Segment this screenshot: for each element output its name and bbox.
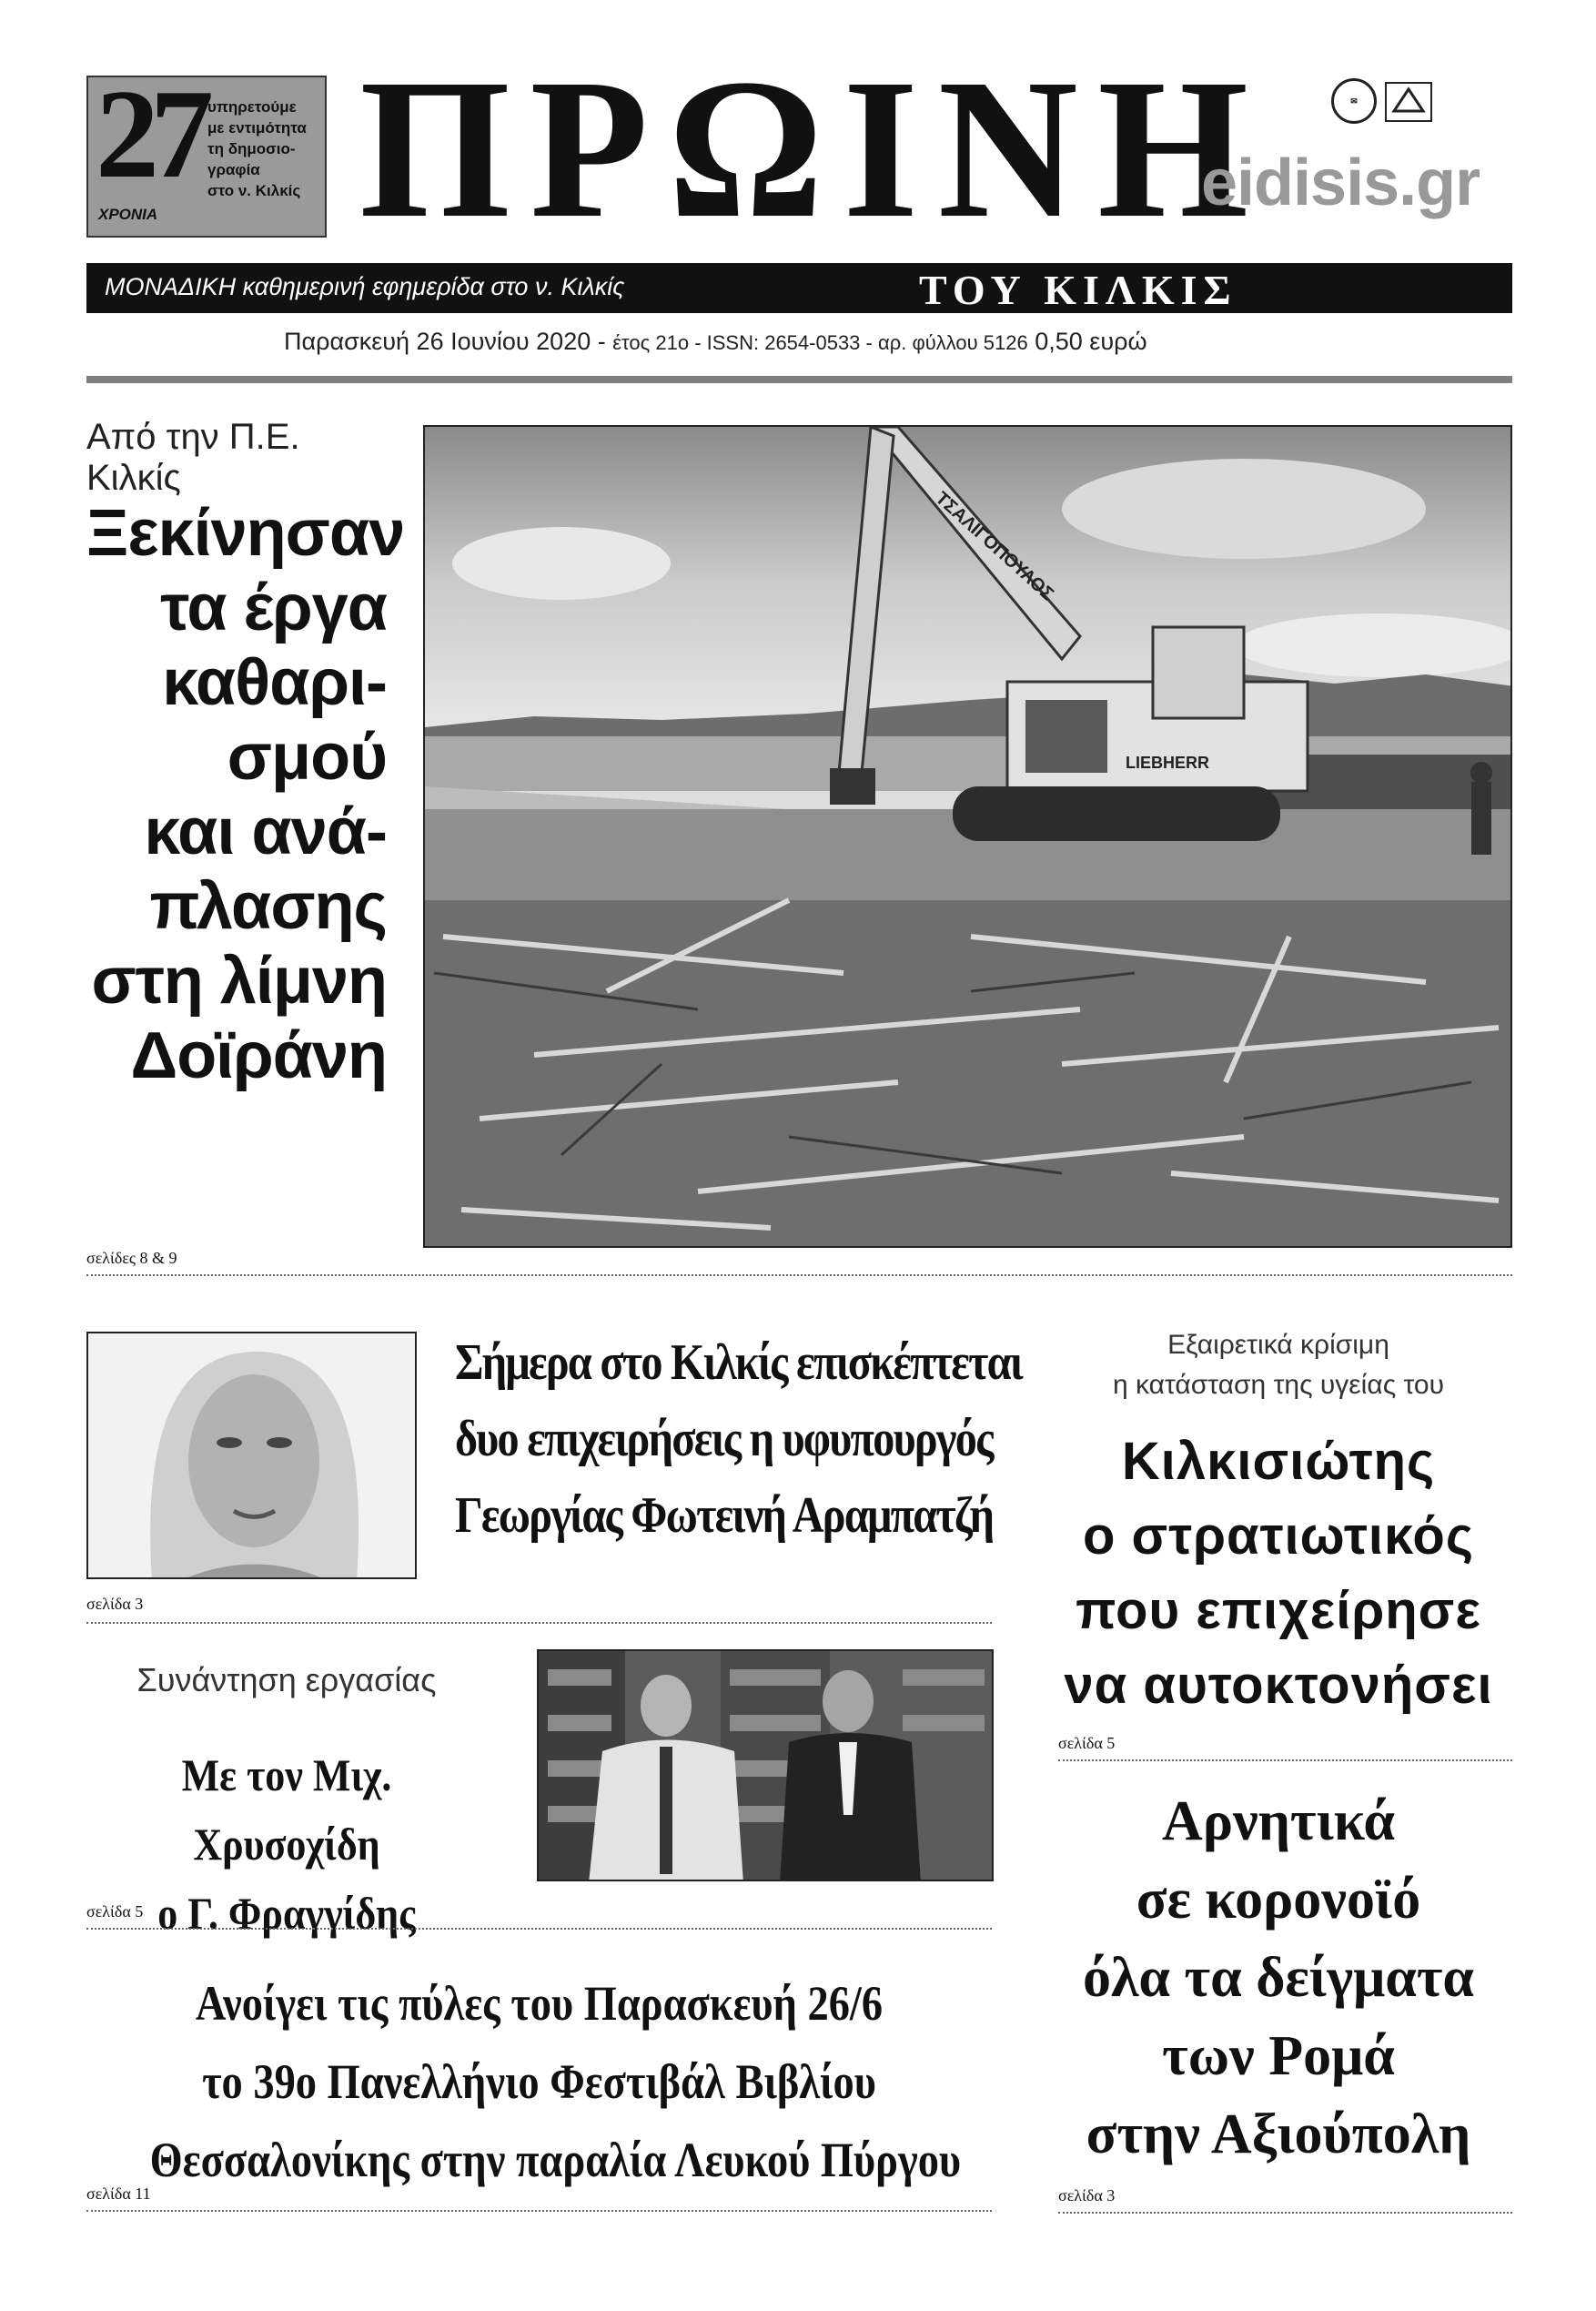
section-divider [86, 2210, 992, 2212]
story1-page-ref[interactable]: σελίδα 3 [86, 1595, 144, 1613]
years-text: υπηρετούμε με εντιμότητα τη δημοσιο- γραφία στο ν. Κιλκίς [207, 98, 307, 199]
years-number: 27 [96, 64, 205, 205]
story3-headline[interactable]: Ανοίγει τις πύλες του Παρασκευή 26/6 το 39ο Πανελλήνιο Φεστιβάλ Βιβλίου Θεσσαλονίκης στην παραλία Λευκού Πύργου [149, 1976, 962, 2187]
lead-page-ref[interactable]: σελίδες 8 & 9 [86, 1249, 177, 1267]
lead-photo[interactable] [423, 425, 1512, 1248]
section-divider [1058, 2212, 1512, 2214]
stamp-icon: ✉ [1331, 78, 1377, 124]
story2-headline[interactable]: Με τον Μιχ. Χρυσοχίδη ο Γ. Φραγγίδης [157, 1749, 416, 1939]
site-name[interactable]: eidisis.gr [1201, 147, 1480, 219]
story2-kicker: Συνάντηση εργασίας [136, 1661, 437, 1698]
masthead-tagline: ΜΟΝΑΔΙΚΗ καθημερινή εφημερίδα στο ν. Κιλκίς [105, 273, 625, 300]
postage-icon [1385, 82, 1432, 122]
story4-kicker: Εξαιρετικά κρίσιμη η κατάσταση της υγείας του [1112, 1330, 1444, 1400]
section-divider [86, 1622, 992, 1624]
lead-headline[interactable]: Ξεκίνησαν τα έργα καθαρι- σμού και ανά- πλασης στη λίμνη Δοϊράνη [86, 497, 405, 1092]
story5-page-ref[interactable]: σελίδα 3 [1058, 2186, 1116, 2205]
portrait-photo[interactable] [86, 1332, 417, 1579]
dateline: Παρασκευή 26 Ιουνίου 2020 - έτος 21ο - ISSN: 2654-0533 - αρ. φύλλου 5126 0,50 ευρώ [284, 328, 1147, 355]
section-divider [86, 1274, 1512, 1276]
meeting-photo[interactable] [537, 1649, 994, 1881]
story3-page-ref[interactable]: σελίδα 11 [86, 2184, 151, 2203]
masthead-subtitle: ΤΟΥ ΚΙΛΚΙΣ [919, 267, 1237, 313]
years-label: ΧΡΟΝΙΑ [98, 206, 158, 223]
section-divider [86, 1928, 992, 1930]
story4-headline[interactable]: Κιλκισιώτης ο στρατιωτικός που επιχείρησε να αυτοκτονήσει [1064, 1432, 1493, 1715]
story4-page-ref[interactable]: σελίδα 5 [1058, 1734, 1116, 1752]
header-rule [86, 376, 1512, 383]
story1-headline[interactable]: Σήμερα στο Κιλκίς επισκέπτεται δυο επιχειρήσεις η υφυπουργός Γεωργίας Φωτεινή Αραμπατζή [455, 1334, 1022, 1544]
story5-headline[interactable]: Αρνητικά σε κορονοϊό όλα τα δείγματα των Ρομά στην Αξιούπολη [1082, 1790, 1475, 2165]
lead-kicker: Από την Π.Ε. Κιλκίς [86, 417, 300, 498]
newspaper-name: ΠΡΩΙΝΗ [359, 37, 1268, 259]
photo-brand-text: LIEBHERR [1126, 754, 1210, 772]
section-divider [1058, 1759, 1512, 1761]
photo-crane-text: ΤΣΑΛΙΓΟΠΟΥΛΟΣ [931, 488, 1058, 605]
story2-page-ref[interactable]: σελίδα 5 [86, 1902, 144, 1921]
